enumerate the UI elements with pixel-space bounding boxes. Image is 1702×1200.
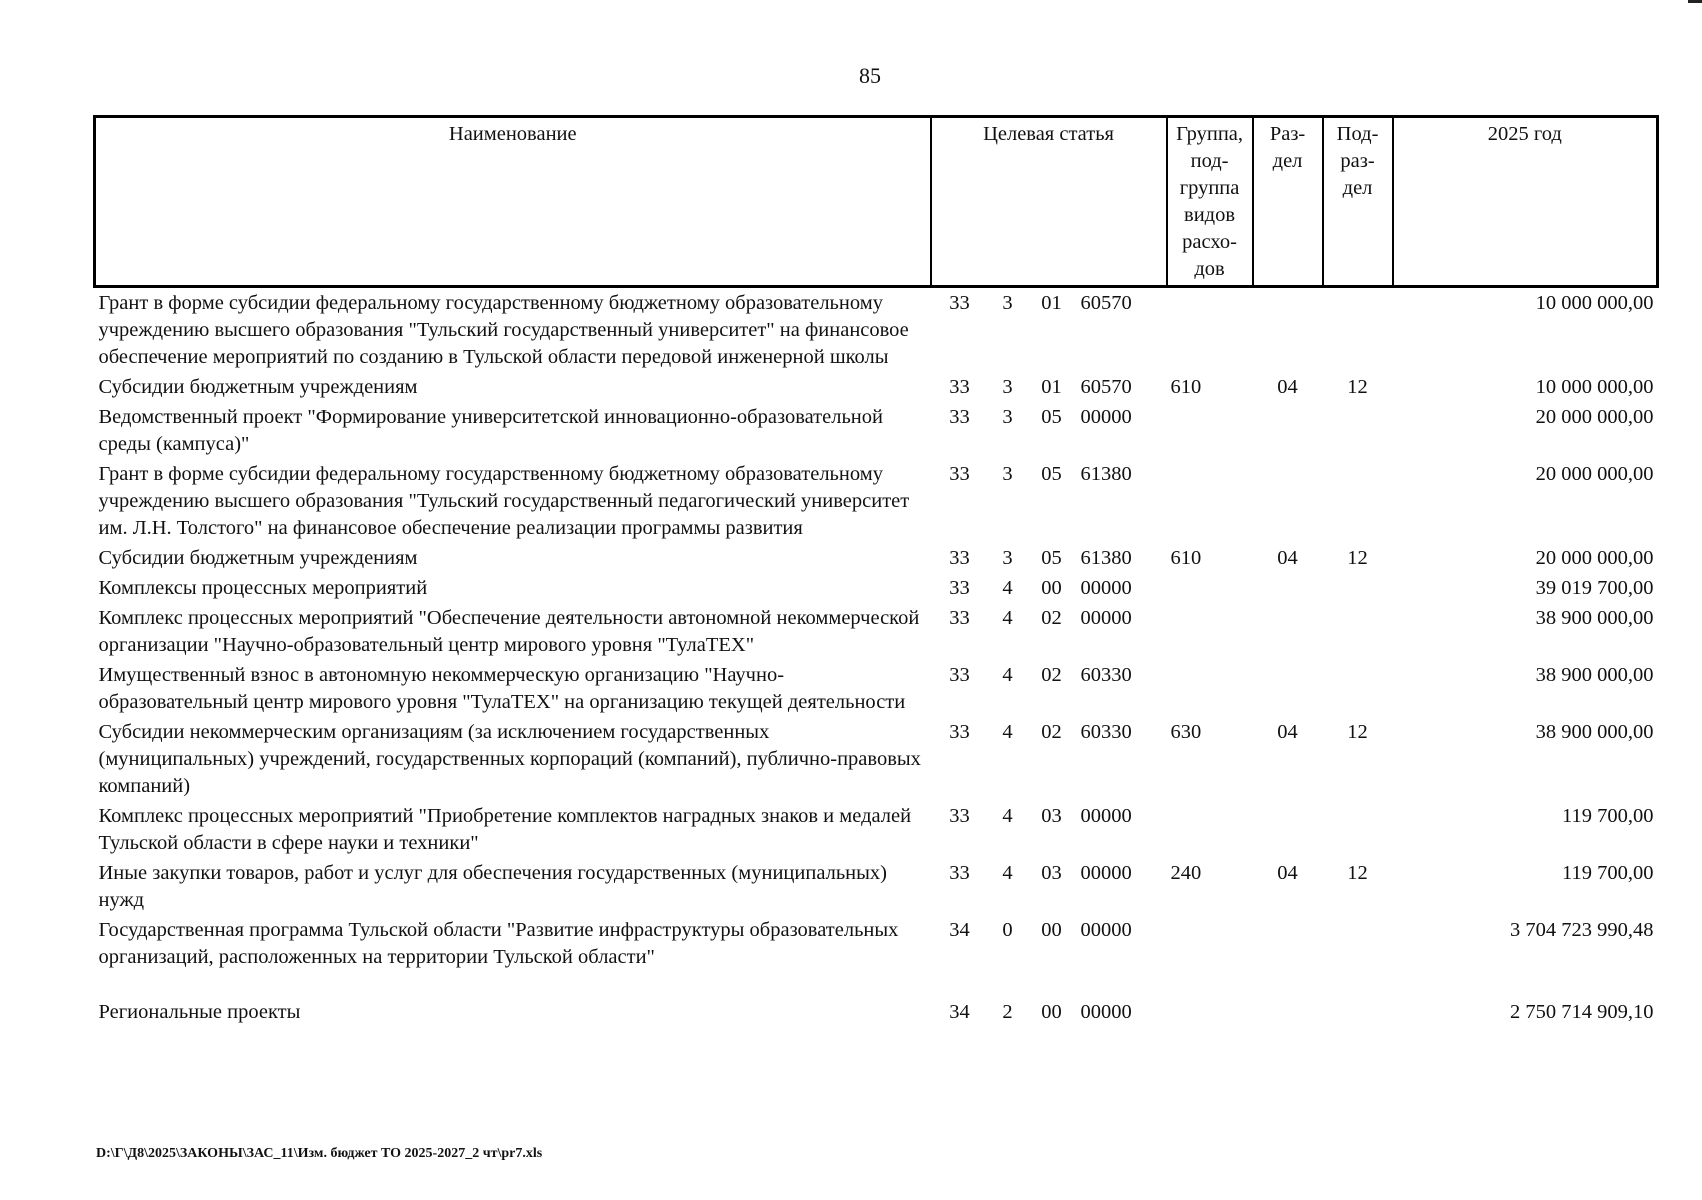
expense-group: [1167, 803, 1253, 860]
target-code-program: 34: [949, 1001, 970, 1023]
row-name: Ведомственный проект "Формирование университетской инновационно-образовательной среды (кампуса)": [98, 406, 883, 455]
table-header-row: [95, 117, 1658, 287]
target-code-program: 33: [949, 463, 970, 485]
target-code-program: 33: [949, 721, 970, 743]
table-row: [95, 662, 1658, 719]
row-name: Грант в форме субсидии федеральному государственному бюджетному образовательному учреждению высшего образования "Тульский государственный педагогический университет им. Л.Н. Толстого" на финансовое обеспечение реализации программы развития: [98, 463, 910, 539]
page-number: 85: [859, 63, 881, 88]
razdel: 04: [1277, 862, 1298, 884]
target-code-type: 3: [1002, 376, 1013, 398]
target-code-type: 3: [1002, 406, 1013, 428]
header-name: Наименование: [95, 117, 931, 287]
expense-group: [1167, 287, 1253, 375]
podrazdel: [1323, 662, 1393, 719]
podrazdel: [1323, 461, 1393, 545]
podrazdel: [1323, 404, 1393, 461]
row-name: Комплекс процессных мероприятий "Приобретение комплектов наградных знаков и медалей Тульской области в сфере науки и техники": [98, 805, 912, 854]
target-code-type: 4: [1002, 607, 1013, 629]
razdel: [1253, 287, 1323, 375]
amount-2025: 2 750 714 909,10: [1510, 1001, 1654, 1023]
razdel: [1253, 461, 1323, 545]
row-name: Субсидии бюджетным учреждениям: [98, 547, 418, 569]
header-year: 2025 год: [1393, 117, 1658, 287]
amount-2025: 38 900 000,00: [1535, 664, 1654, 686]
expense-group: [1167, 917, 1253, 999]
target-code-type: 4: [1002, 664, 1013, 686]
table-row: [95, 719, 1658, 803]
expense-group: 630: [1170, 721, 1202, 743]
row-name: Комплекс процессных мероприятий "Обеспечение деятельности автономной некоммерческой организации "Научно-образовательный центр мирового уровня "ТулаТЕХ": [98, 607, 920, 656]
amount-2025: 119 700,00: [1562, 862, 1654, 884]
expense-group: 610: [1170, 547, 1202, 569]
table-row: [95, 999, 1658, 1029]
target-code-structure: 02: [1041, 664, 1062, 686]
table-row: [95, 404, 1658, 461]
target-code-type: 4: [1002, 862, 1013, 884]
amount-2025: 39 019 700,00: [1535, 577, 1654, 599]
razdel: [1253, 803, 1323, 860]
table-row: [95, 545, 1658, 575]
target-code-direction: 00000: [1080, 607, 1132, 629]
target-code-structure: 01: [1041, 376, 1062, 398]
podrazdel: 12: [1347, 862, 1368, 884]
target-code-program: 33: [949, 664, 970, 686]
target-code-structure: 05: [1041, 406, 1062, 428]
amount-2025: 10 000 000,00: [1535, 376, 1654, 398]
podrazdel: [1323, 575, 1393, 605]
expense-group: [1167, 605, 1253, 662]
razdel: 04: [1277, 376, 1298, 398]
podrazdel: 12: [1347, 376, 1368, 398]
amount-2025: 3 704 723 990,48: [1510, 919, 1654, 941]
target-code-type: 4: [1002, 805, 1013, 827]
row-name: Субсидии некоммерческим организациям (за исключением государственных (муниципальных) учреждений, государственных корпораций (компаний), публично-правовых компаний): [98, 721, 921, 797]
row-name: Субсидии бюджетным учреждениям: [98, 376, 418, 398]
target-code-program: 33: [949, 292, 970, 314]
expense-group: [1167, 404, 1253, 461]
row-name: Комплексы процессных мероприятий: [98, 577, 428, 599]
target-code-type: 3: [1002, 547, 1013, 569]
table-row: [95, 803, 1658, 860]
podrazdel: [1323, 287, 1393, 375]
row-name: Грант в форме субсидии федеральному государственному бюджетному образовательному учреждению высшего образования "Тульский государственный университет" на финансовое обеспечение мероприятий по созданию в Тульской области передовой инженерной школы: [98, 292, 909, 368]
podrazdel: [1323, 917, 1393, 999]
target-code-direction: 00000: [1080, 1001, 1132, 1023]
target-code-direction: 00000: [1080, 805, 1132, 827]
podrazdel: 12: [1347, 547, 1368, 569]
target-code-structure: 01: [1041, 292, 1062, 314]
razdel: [1253, 662, 1323, 719]
target-code-program: 33: [949, 862, 970, 884]
target-code-program: 33: [949, 547, 970, 569]
target-code-type: 2: [1002, 1001, 1013, 1023]
target-code-type: 0: [1002, 919, 1013, 941]
expense-group: 610: [1170, 376, 1202, 398]
table-row: [95, 605, 1658, 662]
amount-2025: 38 900 000,00: [1535, 721, 1654, 743]
target-code-structure: 05: [1041, 547, 1062, 569]
target-code-structure: 00: [1041, 577, 1062, 599]
target-code-direction: 60570: [1080, 292, 1132, 314]
target-code-structure: 03: [1041, 862, 1062, 884]
razdel: 04: [1277, 721, 1298, 743]
target-code-program: 33: [949, 406, 970, 428]
target-code-direction: 61380: [1080, 547, 1132, 569]
podrazdel: [1323, 803, 1393, 860]
expense-group: [1167, 575, 1253, 605]
header-group: Группа, под-группа видов расхо-дов: [1167, 117, 1253, 287]
target-code-structure: 05: [1041, 463, 1062, 485]
row-name: Имущественный взнос в автономную некоммерческую организацию "Научно-образовательный центр мирового уровня "ТулаТЕХ" на организацию текущей деятельности: [98, 664, 906, 713]
target-code-type: 4: [1002, 721, 1013, 743]
target-code-structure: 00: [1041, 919, 1062, 941]
target-code-direction: 60570: [1080, 376, 1132, 398]
podrazdel: [1323, 605, 1393, 662]
target-code-direction: 00000: [1080, 919, 1132, 941]
target-code-type: 3: [1002, 292, 1013, 314]
razdel: [1253, 575, 1323, 605]
target-code-program: 33: [949, 376, 970, 398]
table-row: [95, 575, 1658, 605]
table-row: [95, 917, 1658, 999]
target-code-direction: 60330: [1080, 664, 1132, 686]
target-code-direction: 00000: [1080, 577, 1132, 599]
amount-2025: 20 000 000,00: [1535, 463, 1654, 485]
table-row: [95, 374, 1658, 404]
amount-2025: 20 000 000,00: [1535, 547, 1654, 569]
expense-group: [1167, 999, 1253, 1029]
amount-2025: 38 900 000,00: [1535, 607, 1654, 629]
table-row: [95, 461, 1658, 545]
razdel: [1253, 404, 1323, 461]
target-code-structure: 00: [1041, 1001, 1062, 1023]
header-razdel: Раз-дел: [1253, 117, 1323, 287]
corner-mark: [1688, 0, 1702, 3]
header-podrazdel: Под-раз-дел: [1323, 117, 1393, 287]
amount-2025: 119 700,00: [1562, 805, 1654, 827]
expense-group: 240: [1170, 862, 1202, 884]
table-row: [95, 860, 1658, 917]
razdel: [1253, 605, 1323, 662]
podrazdel: 12: [1347, 721, 1368, 743]
razdel: [1253, 999, 1323, 1029]
amount-2025: 20 000 000,00: [1535, 406, 1654, 428]
target-code-program: 33: [949, 805, 970, 827]
target-code-structure: 03: [1041, 805, 1062, 827]
expense-group: [1167, 662, 1253, 719]
amount-2025: 10 000 000,00: [1535, 292, 1654, 314]
target-code-direction: 60330: [1080, 721, 1132, 743]
target-code-type: 3: [1002, 463, 1013, 485]
target-code-structure: 02: [1041, 607, 1062, 629]
razdel: [1253, 917, 1323, 999]
target-code-program: 33: [949, 607, 970, 629]
podrazdel: [1323, 999, 1393, 1029]
budget-table: [93, 115, 1659, 1029]
table-row: [95, 287, 1658, 375]
row-name: Региональные проекты: [98, 1001, 301, 1023]
expense-group: [1167, 461, 1253, 545]
row-name: Государственная программа Тульской области "Развитие инфраструктуры образовательных организаций, расположенных на территории Тульской области": [98, 919, 899, 968]
header-target-article: Целевая статья: [931, 117, 1167, 287]
target-code-program: 33: [949, 577, 970, 599]
razdel: 04: [1277, 547, 1298, 569]
target-code-direction: 00000: [1080, 406, 1132, 428]
target-code-program: 34: [949, 919, 970, 941]
target-code-type: 4: [1002, 577, 1013, 599]
row-name: Иные закупки товаров, работ и услуг для обеспечения государственных (муниципальных) нужд: [98, 862, 887, 911]
target-code-direction: 61380: [1080, 463, 1132, 485]
file-path-footer: D:\Г\Д8\2025\ЗАКОНЫ\ЗАС_11\Изм. бюджет ТО 2025-2027_2 чт\pr7.xls: [96, 1146, 543, 1161]
target-code-structure: 02: [1041, 721, 1062, 743]
target-code-direction: 00000: [1080, 862, 1132, 884]
